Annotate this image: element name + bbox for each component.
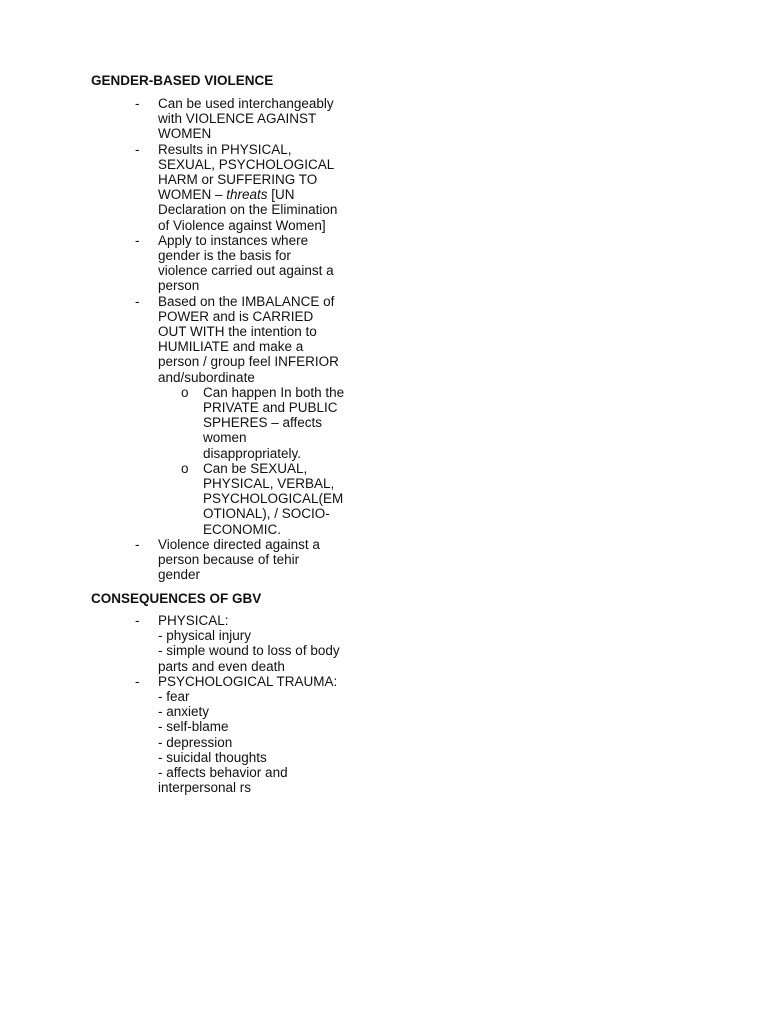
dash-bullet: -: [135, 96, 140, 111]
text-line: PHYSICAL:: [158, 613, 229, 628]
text-line: Declaration on the Elimination: [158, 202, 338, 218]
list-item: [0, 537, 768, 583]
section-heading-consequences: CONSEQUENCES OF GBV: [91, 591, 262, 606]
text-segment: [UN: [267, 187, 295, 203]
dash-bullet: -: [135, 613, 140, 628]
text-line: Based on the IMBALANCE of: [158, 293, 335, 309]
text-line: violence carried out against a: [158, 263, 334, 279]
text-line: person / group feel INFERIOR: [158, 354, 339, 370]
text-line: Can be used interchangeably: [158, 96, 334, 111]
nested-list: [0, 385, 768, 537]
list-item: [0, 674, 768, 796]
list-item-text: [158, 613, 373, 674]
nested-list-item: [0, 461, 768, 537]
text-segment: WOMEN –: [158, 187, 227, 203]
list-item: [0, 96, 768, 142]
text-line: HUMILIATE and make a: [158, 339, 304, 355]
text-line: parts and even death: [158, 658, 285, 674]
text-line: Apply to instances where: [158, 232, 309, 248]
consequences-list: [0, 613, 768, 795]
list-item: [0, 142, 768, 233]
text-line: - suicidal thoughts: [158, 749, 267, 765]
list-item-text: [158, 294, 373, 385]
dash-bullet: -: [135, 536, 140, 552]
list-item: [0, 613, 768, 674]
text-line: gender is the basis for: [158, 248, 291, 264]
text-line: women: [203, 430, 247, 446]
nested-list-item: [0, 385, 768, 461]
text-line: PHYSICAL, VERBAL,: [203, 476, 335, 492]
text-line: PSYCHOLOGICAL(EM: [203, 491, 344, 507]
list-item-text: [158, 537, 373, 583]
text-line: - affects behavior and: [158, 765, 288, 781]
text-line: person because of tehir: [158, 552, 300, 568]
text-line: - self-blame: [158, 719, 229, 735]
text-line: [158, 187, 373, 202]
text-line: SEXUAL, PSYCHOLOGICAL: [158, 156, 335, 172]
text-line: - simple wound to loss of body: [158, 643, 340, 659]
text-line: Can happen In both the: [203, 384, 345, 400]
text-line: interpersonal rs: [158, 780, 252, 796]
list-item-text: [158, 96, 373, 142]
text-line: disappropriately.: [203, 445, 302, 461]
gbv-definition-list: [0, 96, 768, 583]
nested-item-text: [203, 385, 365, 461]
text-line: and/subordinate: [158, 369, 255, 385]
text-line: person: [158, 278, 200, 294]
text-line: - fear: [158, 689, 190, 705]
text-line: ECONOMIC.: [203, 521, 282, 537]
text-line: gender: [158, 567, 201, 583]
text-line: PRIVATE and PUBLIC: [203, 400, 338, 416]
text-line: of Violence against Women]: [158, 217, 326, 233]
text-line: POWER and is CARRIED: [158, 308, 314, 324]
text-line: SPHERES – affects: [203, 415, 323, 431]
text-line: OUT WITH the intention to: [158, 324, 317, 340]
dash-bullet: -: [135, 141, 140, 157]
text-line: - depression: [158, 734, 233, 750]
list-item: [0, 233, 768, 294]
list-item: [0, 294, 768, 537]
dash-bullet: -: [135, 673, 140, 689]
section-heading-gbv: GENDER-BASED VIOLENCE: [91, 73, 274, 88]
text-line: HARM or SUFFERING TO: [158, 172, 318, 188]
text-line: PSYCHOLOGICAL TRAUMA:: [158, 673, 338, 689]
text-line: WOMEN: [158, 126, 212, 142]
text-line: OTIONAL), / SOCIO-: [203, 506, 330, 522]
list-item-text: [158, 674, 373, 796]
circle-bullet: o: [181, 460, 189, 476]
text-line: Violence directed against a: [158, 536, 320, 552]
nested-item-text: [203, 461, 365, 537]
text-line: Can be SEXUAL,: [203, 460, 308, 476]
text-line: - anxiety: [158, 704, 210, 720]
list-item-text: [158, 142, 373, 233]
text-line: with VIOLENCE AGAINST: [158, 111, 317, 127]
dash-bullet: -: [135, 232, 140, 248]
text-line: - physical injury: [158, 628, 252, 644]
list-item-text: [158, 233, 373, 294]
italic-text: threats: [226, 187, 268, 203]
text-line: Results in PHYSICAL,: [158, 141, 292, 157]
dash-bullet: -: [135, 293, 140, 309]
circle-bullet: o: [181, 384, 189, 400]
